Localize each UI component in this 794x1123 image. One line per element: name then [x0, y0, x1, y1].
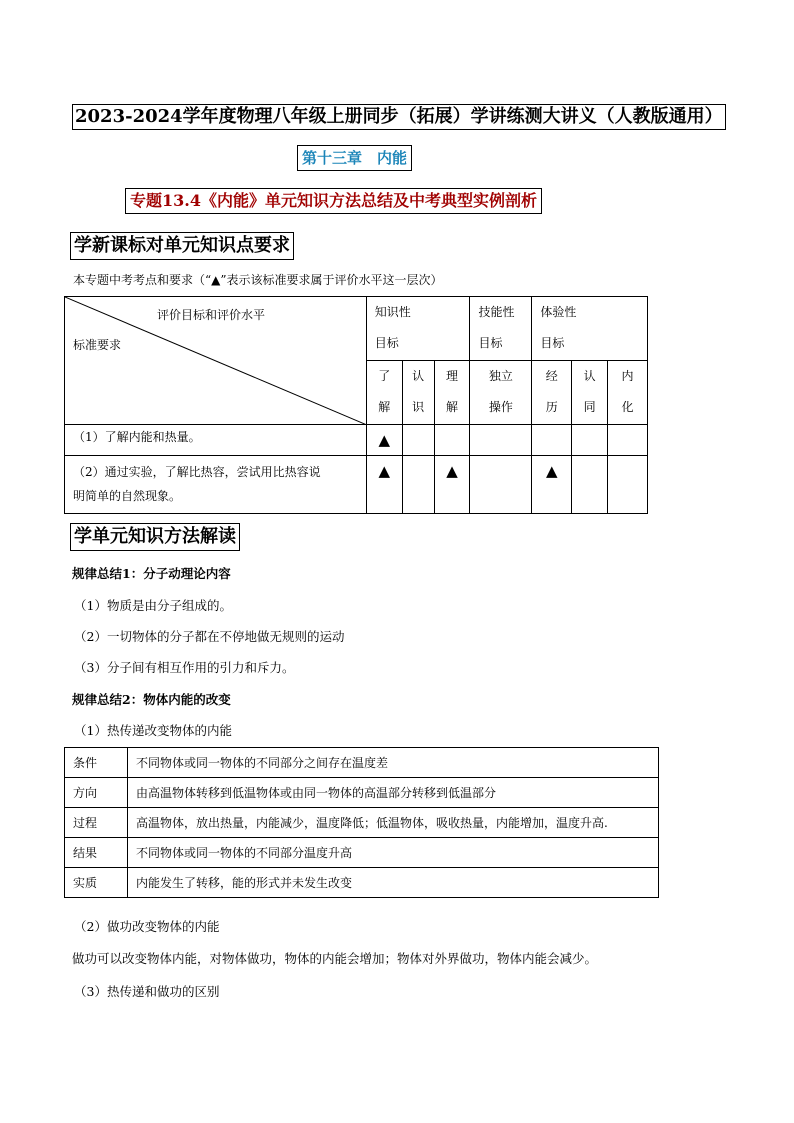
group-header-experience: 体验性 目标 [532, 297, 648, 361]
group-header-skill: 技能性 目标 [470, 297, 532, 361]
mark-cell [572, 456, 608, 514]
mark-cell: ▲ [366, 456, 402, 514]
rule2-sub1: （1）热传递改变物体的内能 [74, 723, 232, 738]
rule2-title: 规律总结2：物体内能的改变 [72, 692, 231, 707]
table-row: 方向 由高温物体转移到低温物体或由同一物体的高温部分转移到低温部分 [65, 778, 659, 808]
section-heading-methods: 学单元知识方法解读 [70, 523, 240, 551]
diag-bottom-label: 标准要求 [73, 338, 122, 352]
group-header-knowledge: 知识性 目标 [366, 297, 470, 361]
rule1-item: （2）一切物体的分子都在不停地做无规则的运动 [74, 629, 345, 644]
level-header: 理 解 [434, 361, 470, 425]
level-header: 独立 操作 [470, 361, 532, 425]
table-row: 过程 高温物体，放出热量，内能减少，温度降低；低温物体，吸收热量，内能增加，温度升高. [65, 808, 659, 838]
mark-cell [434, 425, 470, 456]
requirement-table [64, 296, 648, 514]
mark-cell [608, 456, 648, 514]
mark-cell: ▲ [434, 456, 470, 514]
diagonal-header-cell [65, 297, 367, 425]
rule1-item: （1）物质是由分子组成的。 [74, 598, 232, 613]
mark-cell [402, 425, 434, 456]
requirement-text: （1）了解内能和热量。 [65, 425, 367, 456]
level-header: 认 同 [572, 361, 608, 425]
section-heading-curriculum: 学新课标对单元知识点要求 [70, 232, 294, 260]
diag-top-label: 评价目标和评价水平 [157, 308, 266, 322]
chapter-title: 第十三章 内能 [297, 145, 412, 171]
mark-cell [608, 425, 648, 456]
document-title: 2023-2024学年度物理八年级上册同步（拓展）学讲练测大讲义（人教版通用） [72, 104, 726, 130]
level-header: 经 历 [532, 361, 572, 425]
mark-cell: ▲ [532, 456, 572, 514]
mark-cell: ▲ [366, 425, 402, 456]
rule1-title: 规律总结1：分子动理论内容 [72, 566, 231, 581]
mark-cell [572, 425, 608, 456]
rule2-sub3: （3）热传递和做功的区别 [74, 984, 220, 999]
heat-transfer-table [64, 747, 659, 898]
mark-cell [470, 456, 532, 514]
table-row [65, 425, 648, 456]
rule2-sub2: （2）做功改变物体的内能 [74, 919, 220, 934]
mark-cell [470, 425, 532, 456]
rule2-sub2-text: 做功可以改变物体内能，对物体做功，物体的内能会增加；物体对外界做功，物体内能会减少。 [72, 951, 598, 966]
topic-title: 专题13.4《内能》单元知识方法总结及中考典型实例剖析 [125, 188, 542, 214]
table-row [65, 456, 648, 514]
table-row: 结果 不同物体或同一物体的不同部分温度升高 [65, 838, 659, 868]
table-row: 实质 内能发生了转移，能的形式并未发生改变 [65, 868, 659, 898]
requirement-text: （2）通过实验，了解比热容，尝试用比热容说 明简单的自然现象。 [65, 456, 367, 514]
requirement-note: 本专题中考考点和要求（“▲”表示该标准要求属于评价水平这一层次） [73, 273, 443, 287]
level-header: 了 解 [366, 361, 402, 425]
table-row: 条件 不同物体或同一物体的不同部分之间存在温度差 [65, 748, 659, 778]
mark-cell [402, 456, 434, 514]
level-header: 认 识 [402, 361, 434, 425]
level-header: 内 化 [608, 361, 648, 425]
rule1-item: （3）分子间有相互作用的引力和斥力。 [74, 660, 295, 675]
mark-cell [532, 425, 572, 456]
